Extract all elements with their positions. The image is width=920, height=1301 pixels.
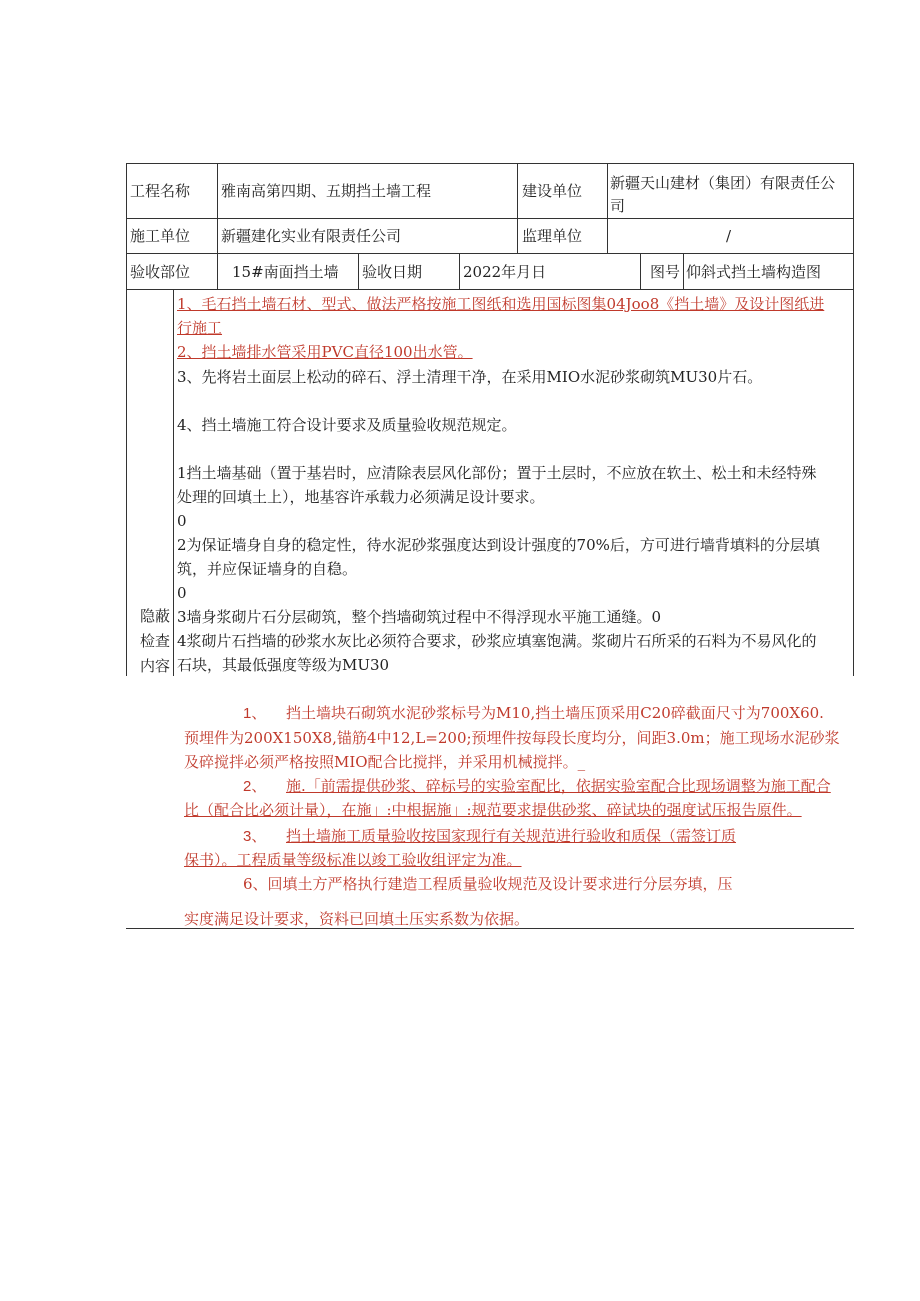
supervisor-label: 监理单位 (522, 227, 583, 245)
note-3-line1: 挡土墙施工质量验收按国家现行有关规范进行验收和质保（需签订质 (286, 827, 737, 845)
note-6-line2: 实度满足设计要求，资料已回填土压实系数为依据。 (184, 910, 530, 928)
content-sub-2-line2: 筑，并应保证墙身的自稳。 (177, 560, 358, 578)
content-sub-1-line2: 处理的回填土上），地基容许承载力必须满足设计要求。 (177, 488, 545, 506)
note-1-line3: 及碎搅拌必须严格按照MIO配合比搅拌，并采用机械搅拌。_ (184, 753, 586, 771)
content-sub-2-mark: 0 (177, 584, 187, 602)
bottom-rule (126, 928, 854, 929)
content-item-3: 3、先将岩土面层上松动的碎石、浮土清理干净，在采用MIO水泥砂浆砌筑MU30片石。 (177, 368, 763, 386)
drawing-number-value: 仰斜式挡土墙构造图 (686, 263, 822, 281)
content-item-1-line2: 行施工 (177, 319, 223, 337)
supervisor-value: / (726, 227, 732, 245)
content-sub-4-line1: 4浆砌片石挡墙的砂浆水灰比必须符合要求，砂浆应填塞饱满。浆砌片石所采的石料为不易风化的 (177, 632, 817, 650)
content-sub-4-line2: 石块，其最低强度等级为MU30 (177, 656, 390, 674)
note-1-line2: 预埋件为200X150X8,锚筋4中12,L=200;预埋件按每段长度均分，间距3.0m；施工现场水泥砂浆 (184, 729, 840, 747)
acceptance-part-value: 15#南面挡土墙 (232, 263, 339, 281)
acceptance-part-label: 验收部位 (130, 263, 191, 281)
note-6-line1: 6、回填土方严格执行建造工程质量验收规范及设计要求进行分层夯填，压 (243, 875, 733, 893)
builder-label: 建设单位 (522, 182, 583, 200)
side-label-1: 隐蔽 (140, 607, 171, 625)
content-item-4: 4、挡土墙施工符合设计要求及质量验收规范规定。 (177, 416, 517, 434)
note-3-line2: 保书）。工程质量等级标准以竣工验收组评定为准。 (184, 851, 522, 869)
content-sub-2-line1: 2为保证墙身自身的稳定性，待水泥砂浆强度达到设计强度的70%后，方可进行墙背填料的分层填 (177, 536, 820, 554)
note-1-number: 1、 (243, 705, 267, 722)
note-2-line2: 比（配合比必须计量），在施」:中根据施」:规范要求提供砂浆、碎试块的强度试压报告原件。 (184, 801, 802, 819)
content-sub-1-mark: 0 (177, 512, 187, 530)
side-label-2: 检查 (140, 632, 171, 650)
content-item-1-line1: 1、毛石挡土墙石材、型式、做法严格按施工图纸和选用国标图集04Joo8《挡土墙》及设计图纸进 (177, 295, 825, 313)
contractor-label: 施工单位 (130, 227, 191, 245)
side-label-3: 内容 (140, 657, 171, 675)
contractor-value: 新疆建化实业有限责任公司 (221, 227, 402, 245)
note-1-line1: 挡土墙块石砌筑水泥砂浆标号为M10,挡土墙压顶采用C20碎截面尺寸为700X60. (286, 704, 824, 722)
drawing-number-label: 图号 (650, 263, 681, 281)
note-3-number: 3、 (243, 828, 267, 845)
content-sub-1-line1: 1挡土墙基础（置于基岩时，应清除表层风化部份；置于土层时，不应放在软土、松土和未经特殊 (177, 464, 817, 482)
content-sub-3: 3墙身浆砌片石分层砌筑，整个挡墙砌筑过程中不得浮现水平施工通缝。0 (177, 608, 662, 626)
note-2-number: 2、 (243, 778, 267, 795)
acceptance-date-value: 2022年月日 (463, 263, 547, 281)
acceptance-date-label: 验收日期 (362, 263, 423, 281)
project-name-value: 雅南高第四期、五期挡土墙工程 (221, 182, 432, 200)
builder-value-line1: 新疆天山建材（集团）有限责任公 (610, 174, 836, 192)
builder-value-line2: 司 (610, 197, 626, 215)
content-item-2: 2、挡土墙排水管采用PVC直径100出水管。 (177, 343, 473, 361)
note-2-line1: 施.「前需提供砂浆、碎标号的实验室配比，依据实验室配合比现场调整为施工配合 (286, 777, 831, 795)
project-name-label: 工程名称 (130, 182, 191, 200)
